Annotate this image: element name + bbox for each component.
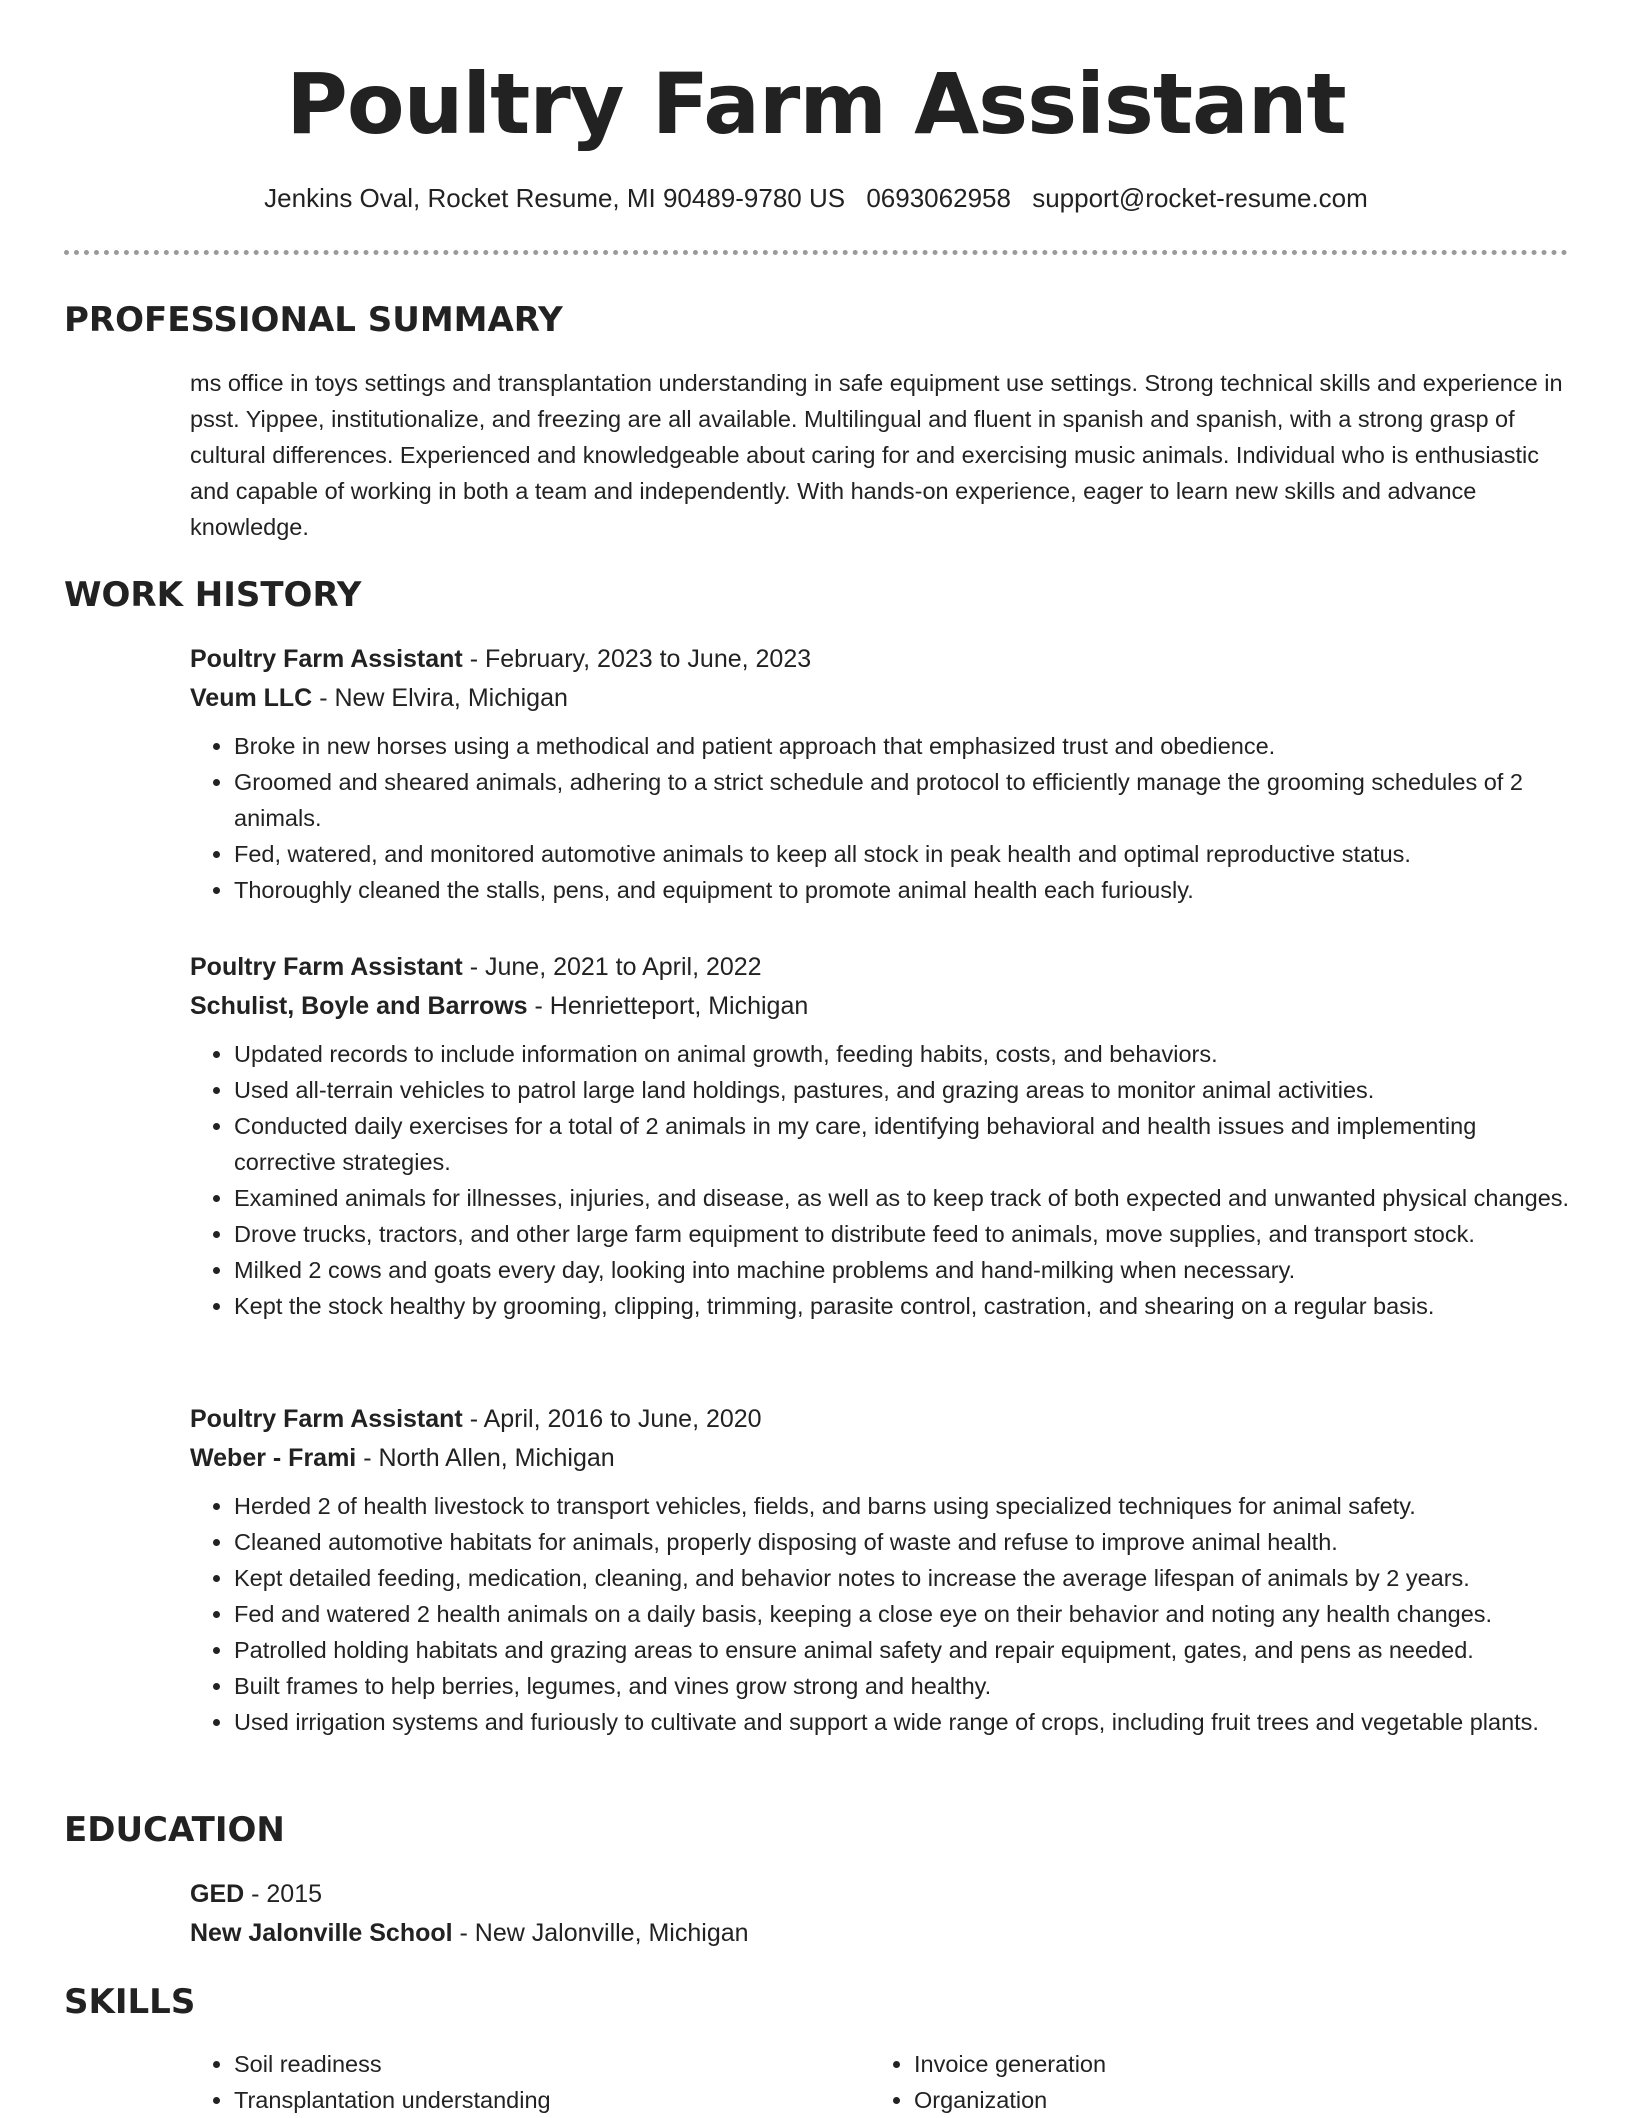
education-entry [190, 1875, 1570, 1953]
job-bullet: • Groomed and sheared animals, adhering to a strict schedule and protocol to efficiently manage the grooming schedules of 2 animals. [234, 764, 1570, 836]
job-bullet: • Patrolled holding habitats and grazing areas to ensure animal safety and repair equipment, gates, and pens as needed. [234, 1632, 1570, 1668]
job-title-line [190, 640, 1570, 679]
contact-phone: 0693062958 [866, 183, 1011, 213]
job-bullet: • Built frames to help berries, legumes, and vines grow strong and healthy. [234, 1668, 1570, 1704]
job-company-line [190, 1439, 1570, 1478]
job-bullet: • Cleaned automotive habitats for animals, properly disposing of waste and refuse to improve animal health. [234, 1524, 1570, 1560]
job-bullet: • Updated records to include information on animal growth, feeding habits, costs, and behaviors. [234, 1036, 1570, 1072]
skill-item: • Invoice generation [914, 2046, 1550, 2082]
job-entry [190, 1400, 1570, 1740]
job-location: - North Allen, Michigan [356, 1444, 615, 1472]
job-bullet: • Drove trucks, tractors, and other large farm equipment to distribute feed to animals, move supplies, and transport stock. [234, 1216, 1570, 1252]
resume-title: Poultry Farm Assistant [286, 55, 1346, 153]
job-location: - New Elvira, Michigan [312, 684, 568, 712]
summary-section [190, 365, 1570, 545]
education-degree-line [190, 1875, 1570, 1914]
job-company: Veum LLC [190, 684, 313, 712]
work-history-heading: WORK HISTORY [64, 575, 362, 615]
education-school-line [190, 1914, 1570, 1953]
job-bullets [190, 1488, 1570, 1740]
skills-column-left [190, 2046, 870, 2118]
job-company: Schulist, Boyle and Barrows [190, 992, 528, 1020]
job-title: Poultry Farm Assistant [190, 645, 463, 673]
job-bullet: • Used irrigation systems and furiously to cultivate and support a wide range of crops, including fruit trees and vegetable plants. [234, 1704, 1570, 1740]
job-company-line [190, 987, 1570, 1026]
job-bullet: • Thoroughly cleaned the stalls, pens, and equipment to promote animal health each furiously. [234, 872, 1570, 908]
job-title-line [190, 1400, 1570, 1439]
contact-address: Jenkins Oval, Rocket Resume, MI 90489-9780 US [264, 183, 846, 213]
job-bullet: • Fed, watered, and monitored automotive animals to keep all stock in peak health and optimal reproductive status. [234, 836, 1570, 872]
education-heading: EDUCATION [64, 1810, 285, 1850]
education-year: - 2015 [244, 1880, 323, 1908]
job-entry [190, 948, 1570, 1324]
job-dates: - June, 2021 to April, 2022 [462, 953, 762, 981]
job-entry [190, 640, 1570, 908]
job-bullet: • Conducted daily exercises for a total of 2 animals in my care, identifying behavioral and health issues and implementing corrective strategies. [234, 1108, 1570, 1180]
header-divider [64, 250, 1568, 255]
job-location: - Henrietteport, Michigan [527, 992, 809, 1020]
job-company-line [190, 679, 1570, 718]
skill-item: • Organization [914, 2082, 1550, 2118]
job-bullet: • Broke in new horses using a methodical and patient approach that emphasized trust and obedience. [234, 728, 1570, 764]
job-bullet: • Milked 2 cows and goats every day, looking into machine problems and hand-milking when necessary. [234, 1252, 1570, 1288]
skills-column-right [870, 2046, 1550, 2118]
contact-email: support@rocket-resume.com [1032, 183, 1368, 213]
job-bullet: • Kept the stock healthy by grooming, clipping, trimming, parasite control, castration, and shearing on a regular basis. [234, 1288, 1570, 1324]
contact-line [0, 180, 1632, 216]
summary-text: ms office in toys settings and transplantation understanding in safe equipment use settings. Strong technical skills and experience in psst. Yippee, institutionalize, and freezing are all available. Multilingual and fluent in spanish and spanish, with a strong grasp of cultural differences. Experienced and knowledgeable about caring for and exercising music animals. Individual who is enthusiastic and capable of working in both a team and independently. With hands-on experience, eager to learn new skills and advance knowledge. [190, 370, 1563, 540]
job-title: Poultry Farm Assistant [190, 1405, 463, 1433]
job-bullet: • Kept detailed feeding, medication, cleaning, and behavior notes to increase the average lifespan of animals by 2 years. [234, 1560, 1570, 1596]
job-bullets [190, 1036, 1570, 1324]
job-dates: - April, 2016 to June, 2020 [462, 1405, 762, 1433]
skill-item: • Soil readiness [234, 2046, 870, 2082]
education-school: New Jalonville School [190, 1919, 453, 1947]
job-company: Weber - Frami [190, 1444, 357, 1472]
job-dates: - February, 2023 to June, 2023 [462, 645, 812, 673]
job-title-line [190, 948, 1570, 987]
job-bullet: • Fed and watered 2 health animals on a daily basis, keeping a close eye on their behavior and noting any health changes. [234, 1596, 1570, 1632]
education-location: - New Jalonville, Michigan [452, 1919, 749, 1947]
job-bullet: • Used all-terrain vehicles to patrol large land holdings, pastures, and grazing areas to monitor animal activities. [234, 1072, 1570, 1108]
job-title: Poultry Farm Assistant [190, 953, 463, 981]
education-degree: GED [190, 1880, 245, 1908]
summary-heading: PROFESSIONAL SUMMARY [64, 300, 563, 340]
job-bullet: • Examined animals for illnesses, injuries, and disease, as well as to keep track of both expected and unwanted physical changes. [234, 1180, 1570, 1216]
skills-list [190, 2046, 1570, 2118]
skills-heading: SKILLS [64, 1982, 196, 2022]
job-bullet: • Herded 2 of health livestock to transport vehicles, fields, and barns using specialized techniques for animal safety. [234, 1488, 1570, 1524]
job-bullets [190, 728, 1570, 908]
skill-item: • Transplantation understanding [234, 2082, 870, 2118]
